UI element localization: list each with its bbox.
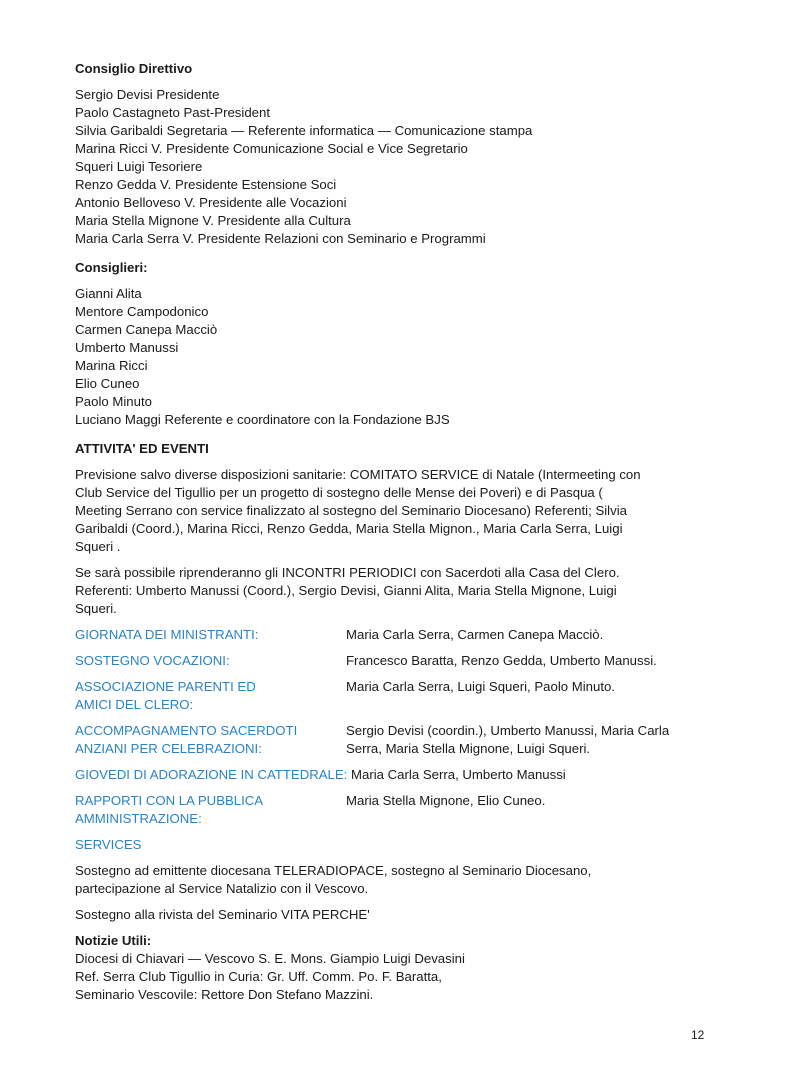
attivita-paragraph-2 [75,564,715,618]
consiglio-heading: Consiglio Direttivo [75,61,193,76]
activity-label-line: ASSOCIAZIONE PARENTI ED [75,679,256,694]
paragraph-line: Previsione salvo diverse disposizioni sanitarie: COMITATO SERVICE di Natale (Intermeeting con [75,467,641,482]
paragraph-line: Referenti: Umberto Manussi (Coord.), Sergio Devisi, Gianni Alita, Maria Stella Mignone, Luigi [75,583,617,598]
activity-row-vocazioni [75,652,715,670]
services-paragraph-1 [75,862,715,898]
activity-value [346,652,715,670]
consigliere: Luciano Maggi Referente e coordinatore con la Fondazione BJS [75,412,450,427]
consiglio-member: Renzo Gedda V. Presidente Estensione Soci [75,177,337,192]
services-heading: SERVICES [75,837,142,852]
activity-row-associazione [75,678,715,714]
paragraph-line: Squeri . [75,539,121,554]
paragraph-line: Garibaldi (Coord.), Marina Ricci, Renzo Gedda, Maria Stella Mignon., Maria Carla Serra, Luigi [75,521,623,536]
consigliere: Elio Cuneo [75,376,140,391]
paragraph-line: Squeri. [75,601,117,616]
attivita-heading: ATTIVITA' ED EVENTI [75,441,209,456]
consiglio-list [75,86,715,248]
activity-label-line: SOSTEGNO VOCAZIONI: [75,653,230,668]
activity-label-line: ACCOMPAGNAMENTO SACERDOTI [75,723,298,738]
paragraph-line: Meeting Serrano con service finalizzato al sostegno del Seminario Diocesano) Referenti; Silvia [75,503,627,518]
paragraph-line: Club Service del Tigullio per un progetto di sostegno delle Mense dei Poveri) e di Pasqua ( [75,485,603,500]
activity-row-rapporti [75,792,715,828]
activity-label-line: RAPPORTI CON LA PUBBLICA [75,793,264,808]
paragraph-line: Sostegno ad emittente diocesana TELERADIOPACE, sostegno al Seminario Diocesano, [75,863,592,878]
consigliere: Paolo Minuto [75,394,152,409]
activity-label-line: AMICI DEL CLERO: [75,697,194,712]
activity-label [75,722,346,758]
page-number: 12 [691,1028,705,1042]
notizie-line: Ref. Serra Club Tigullio in Curia: Gr. Uff. Comm. Po. F. Baratta, [75,969,442,984]
document-page [75,60,715,1004]
activity-label-line: GIORNATA DEI MINISTRANTI: [75,627,259,642]
activity-value-line: Maria Stella Mignone, Elio Cuneo. [346,793,546,808]
consigliere: Carmen Canepa Macciò [75,322,218,337]
activity-value: Maria Carla Serra, Umberto Manussi [347,767,566,782]
consiglio-member: Sergio Devisi Presidente [75,87,220,102]
notizie-heading: Notizie Utili: [75,933,152,948]
paragraph-line: Se sarà possibile riprenderanno gli INCONTRI PERIODICI con Sacerdoti alla Casa del Clero. [75,565,620,580]
activity-label-line: ANZIANI PER CELEBRAZIONI: [75,741,262,756]
activity-value [346,722,715,758]
activity-value [346,626,715,644]
activity-label-line: AMMINISTRAZIONE: [75,811,202,826]
notizie-line: Seminario Vescovile: Rettore Don Stefano Mazzini. [75,987,374,1002]
activity-row-accompagnamento [75,722,715,758]
notizie-line: Diocesi di Chiavari — Vescovo S. E. Mons. Giampio Luigi Devasini [75,951,465,966]
notizie-section [75,932,715,1004]
consiglieri-heading: Consiglieri: [75,260,148,275]
attivita-paragraph-1 [75,466,715,556]
activity-label: GIOVEDI DI ADORAZIONE IN CATTEDRALE: [75,767,348,782]
activity-row-ministranti [75,626,715,644]
activity-label [75,652,346,670]
consiglio-member: Maria Stella Mignone V. Presidente alla Cultura [75,213,351,228]
activity-value-line: Maria Carla Serra, Carmen Canepa Macciò. [346,627,604,642]
activity-label [75,678,346,714]
activity-value [346,792,715,828]
consigliere: Gianni Alita [75,286,142,301]
activity-value-line: Serra, Maria Stella Mignone, Luigi Squeri. [346,741,591,756]
activity-row-adorazione [75,766,715,784]
consiglieri-list [75,285,715,429]
consiglio-member: Silvia Garibaldi Segretaria — Referente informatica — Comunicazione stampa [75,123,533,138]
consigliere: Marina Ricci [75,358,148,373]
consiglio-member: Maria Carla Serra V. Presidente Relazioni con Seminario e Programmi [75,231,486,246]
activity-value-line: Maria Carla Serra, Luigi Squeri, Paolo Minuto. [346,679,616,694]
activity-value-line: Francesco Baratta, Renzo Gedda, Umberto Manussi. [346,653,657,668]
activity-label [75,792,346,828]
consiglio-member: Marina Ricci V. Presidente Comunicazione Social e Vice Segretario [75,141,468,156]
paragraph-line: Sostegno alla rivista del Seminario VITA PERCHE' [75,907,370,922]
consigliere: Umberto Manussi [75,340,179,355]
paragraph-line: partecipazione al Service Natalizio con il Vescovo. [75,881,369,896]
services-paragraph-2 [75,906,715,924]
consiglio-member: Antonio Belloveso V. Presidente alle Vocazioni [75,195,347,210]
consigliere: Mentore Campodonico [75,304,209,319]
consiglio-member: Paolo Castagneto Past-President [75,105,270,120]
activity-value-line: Sergio Devisi (coordin.), Umberto Manussi, Maria Carla [346,723,670,738]
consiglio-member: Squeri Luigi Tesoriere [75,159,203,174]
activity-label [75,626,346,644]
activity-value [346,678,715,714]
